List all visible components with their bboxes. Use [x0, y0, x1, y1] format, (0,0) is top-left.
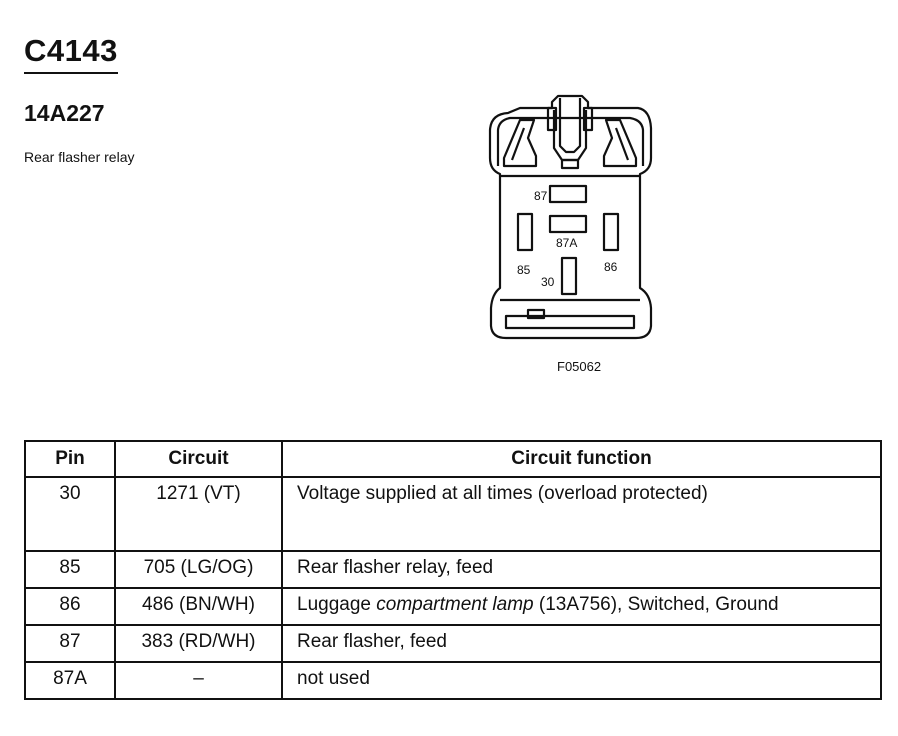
header-function: Circuit function: [282, 441, 881, 477]
pin-table: [24, 440, 882, 700]
pin-label-85: 85: [517, 263, 531, 277]
terminal-87a: [550, 216, 586, 232]
cell-pin: 87: [25, 625, 115, 662]
pin-label-87: 87: [534, 189, 548, 203]
cell-pin: 86: [25, 588, 115, 625]
right-latch: [604, 120, 636, 166]
cell-circuit: 383 (RD/WH): [115, 625, 282, 662]
header-circuit: Circuit: [115, 441, 282, 477]
table-row: [25, 588, 881, 625]
table-row: [25, 662, 881, 699]
terminal-30: [562, 258, 576, 294]
cell-circuit: 486 (BN/WH): [115, 588, 282, 625]
center-lock-tab: [560, 98, 580, 152]
terminal-85: [518, 214, 532, 250]
connector-face-diagram: [470, 88, 670, 348]
connector-id: C4143: [24, 33, 118, 74]
cell-function: Rear flasher, feed: [282, 625, 881, 662]
table-row: [25, 625, 881, 662]
bottom-rail: [506, 316, 634, 328]
cell-circuit: 1271 (VT): [115, 477, 282, 551]
terminal-86: [604, 214, 618, 250]
cell-circuit: 705 (LG/OG): [115, 551, 282, 588]
connector-description: Rear flasher relay: [24, 149, 135, 165]
table-row: [25, 477, 881, 551]
cell-function: Rear flasher relay, feed: [282, 551, 881, 588]
table-row: [25, 551, 881, 588]
cell-function: Luggage compartment lamp (13A756), Switched, Ground: [282, 588, 881, 625]
cell-pin: 30: [25, 477, 115, 551]
pin-label-87a: 87A: [556, 236, 578, 250]
figure-code: F05062: [557, 359, 602, 374]
header-pin: Pin: [25, 441, 115, 477]
pin-label-86: 86: [604, 260, 618, 274]
left-latch: [504, 120, 536, 166]
cell-pin: 85: [25, 551, 115, 588]
pin-label-30: 30: [541, 275, 555, 289]
cell-function: not used: [282, 662, 881, 699]
part-number: 14A227: [24, 100, 105, 126]
terminal-87: [550, 186, 586, 202]
cell-circuit: –: [115, 662, 282, 699]
table-header-row: [25, 441, 881, 477]
cell-pin: 87A: [25, 662, 115, 699]
cell-function: Voltage supplied at all times (overload protected): [282, 477, 881, 551]
